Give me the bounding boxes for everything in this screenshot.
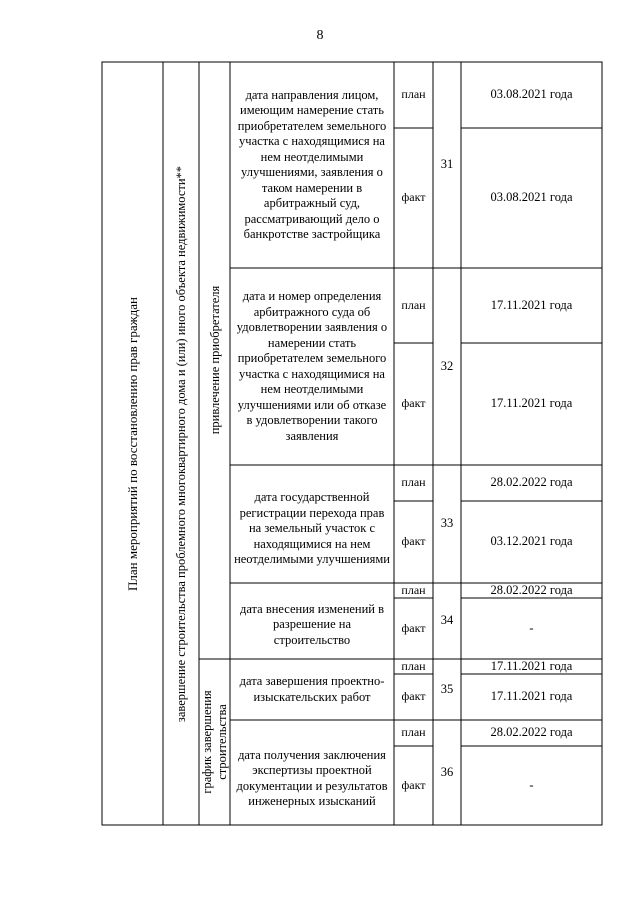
row-33-plan-value: 28.02.2022 года	[490, 475, 573, 490]
schedule-stage-line1: график завершения	[200, 690, 214, 794]
schedule-stage-label	[200, 690, 230, 793]
row-31-description: дата направления лицом, имеющим намерение стать приобретателем земельного участка с находящимися на нем неотделимыми улучшениями, заявления о таком намерении в арбитражный суд, рассматривающий дело о банкротстве застройщика	[237, 87, 387, 241]
row-36-plan-value: 28.02.2022 года	[490, 725, 573, 740]
plan-title: План мероприятий по восстановлению прав граждан	[125, 297, 140, 591]
row-32-description: дата и номер определения арбитражного суда об удовлетворении заявления о намерении стать приобретателем земельного участка с находящимися на нем неотделимыми улучшениями или об отказе в удовлетворении такого заявления	[236, 289, 388, 443]
row-33-number: 33	[440, 516, 454, 531]
row-35-fact-value: 17.11.2021 года	[490, 689, 573, 704]
row-36-fact-value: -	[529, 777, 534, 792]
row-34-plan-label: план	[401, 582, 426, 597]
row-36-fact-label: факт	[401, 777, 426, 792]
row-32-plan-value: 17.11.2021 года	[490, 297, 573, 312]
row-36-description: дата получения заключения экспертизы проектной документации и результатов инженерных изысканий	[236, 747, 388, 808]
row-35-description: дата завершения проектно-изыскательских работ	[239, 674, 385, 704]
row-31-fact-label: факт	[401, 190, 426, 205]
page-number: 8	[316, 28, 324, 43]
schedule-stage-line2: строительства	[215, 704, 229, 780]
row-34-fact-label: факт	[401, 620, 426, 635]
row-35-number: 35	[440, 681, 454, 696]
row-34-plan-value: 28.02.2022 года	[490, 582, 573, 597]
row-36-number: 36	[440, 764, 454, 779]
row-32-plan-label: план	[401, 297, 426, 312]
row-32-fact-value: 17.11.2021 года	[490, 396, 573, 411]
row-35-fact-label: факт	[401, 689, 426, 704]
row-33-description: дата государственной регистрации перехода прав на земельный участок с находящимися на нем неотделимыми улучшениями	[234, 490, 390, 567]
row-34-fact-value: -	[529, 620, 534, 635]
row-33-plan-label: план	[401, 475, 426, 490]
row-34-description: дата внесения изменений в разрешение на строительство	[239, 601, 385, 647]
row-33-fact-label: факт	[401, 534, 426, 549]
row-33-fact-value: 03.12.2021 года	[490, 534, 573, 549]
row-31-plan-value: 03.08.2021 года	[490, 87, 573, 102]
completion-title: завершение строительства проблемного многоквартирного дома и (или) иного объекта недвижимости**	[174, 165, 188, 723]
acquirer-stage-label: привлечение приобретателя	[208, 285, 222, 435]
row-35-plan-value: 17.11.2021 года	[490, 658, 573, 673]
row-34-number: 34	[440, 613, 454, 628]
row-36-plan-label: план	[401, 725, 426, 740]
row-31-fact-value: 03.08.2021 года	[490, 190, 573, 205]
row-32-fact-label: факт	[401, 396, 426, 411]
row-31-plan-label: план	[401, 87, 426, 102]
row-32-number: 32	[440, 358, 454, 373]
row-31-number: 31	[440, 157, 454, 172]
row-35-plan-label: план	[401, 658, 426, 673]
